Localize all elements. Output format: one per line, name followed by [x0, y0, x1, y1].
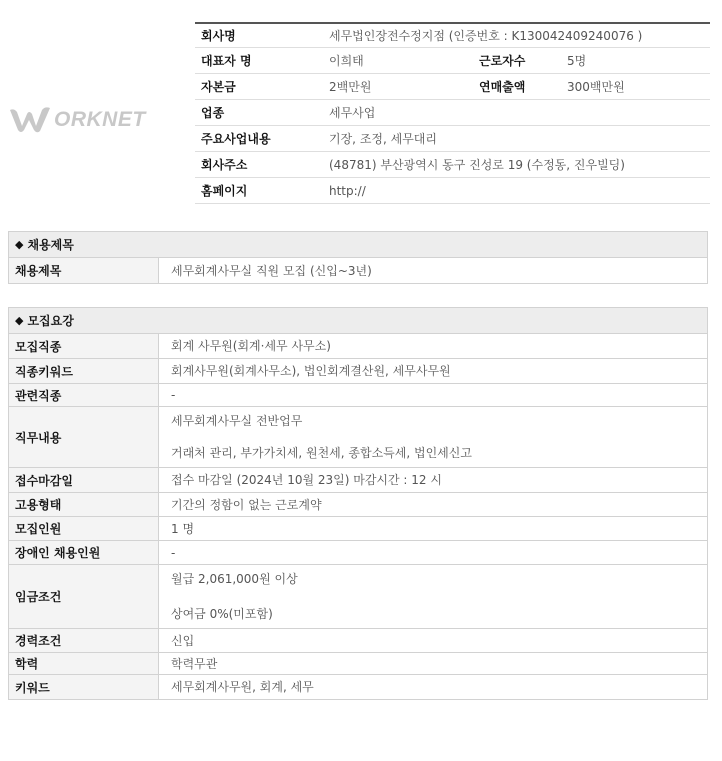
company-value: 세무사업: [329, 106, 376, 120]
row-label: 채용제목: [9, 258, 159, 283]
row-value-text: 월급 2,061,000원 이상: [171, 572, 298, 586]
company-row-homepage: [195, 178, 710, 204]
row-value: [159, 565, 707, 628]
table-row: [9, 407, 707, 468]
company-label: 홈페이지: [201, 184, 248, 198]
row-label: 관련직종: [9, 384, 159, 406]
table-row: [9, 675, 707, 699]
row-value: [159, 258, 707, 283]
company-value: (48781) 부산광역시 동구 진성로 19 (수정동, 진우빌딩): [329, 158, 625, 172]
company-label: 주요사업내용: [201, 132, 271, 146]
company-row-ceo: [195, 48, 710, 74]
table-row: [9, 258, 707, 283]
table-row: [9, 541, 707, 565]
company-label: 회사명: [201, 29, 236, 43]
row-value-text: 세무회계사무원, 회계, 세무: [171, 680, 314, 694]
row-value-text: 회계 사무원(회계·세무 사무소): [171, 339, 331, 353]
company-row-industry: [195, 100, 710, 126]
table-row: [9, 468, 707, 493]
company-label: 회사주소: [201, 158, 248, 172]
company-value: 5명: [567, 54, 587, 68]
section-heading: [9, 308, 707, 334]
company-row-name: [195, 22, 710, 48]
company-value: 이희태: [329, 54, 364, 68]
diamond-icon: ◆: [15, 314, 24, 327]
row-value: [159, 384, 707, 406]
row-value-text: 접수 마감일 (2024년 10월 23일) 마감시간 : 12 시: [171, 473, 442, 487]
company-row-address: [195, 152, 710, 178]
company-label: 자본금: [201, 80, 236, 94]
section-heading-text: 채용제목: [27, 238, 74, 252]
worknet-logo-text: ORKNET: [54, 108, 146, 131]
worknet-logo: [8, 100, 168, 140]
company-row-capital: [195, 74, 710, 100]
row-value: [159, 629, 707, 652]
row-label: 고용형태: [9, 493, 159, 516]
row-label: 경력조건: [9, 629, 159, 652]
company-label: 대표자 명: [201, 54, 252, 68]
row-value-text: 거래처 관리, 부가가치세, 원천세, 종합소득세, 법인세신고: [171, 446, 472, 460]
section-heading: [9, 232, 707, 258]
row-value: [159, 493, 707, 516]
row-label: 학력: [9, 653, 159, 674]
row-value-text: 신입: [171, 633, 195, 648]
row-value: [159, 334, 707, 358]
table-row: [9, 493, 707, 517]
row-label: 접수마감일: [9, 468, 159, 492]
job-title-section: [8, 231, 708, 284]
company-row-business: [195, 126, 710, 152]
table-row: [9, 629, 707, 653]
diamond-icon: ◆: [15, 238, 24, 251]
section-heading-text: 모집요강: [27, 314, 74, 328]
row-value-text: 회계사무원(회계사무소), 법인회계결산원, 세무사무원: [171, 364, 451, 378]
row-value-text: -: [171, 545, 176, 560]
company-label: 근로자수: [479, 54, 526, 68]
row-value-text: -: [171, 388, 176, 402]
row-value: [159, 675, 707, 699]
worknet-w-mark: [8, 104, 54, 134]
row-value-text: 세무회계사무실 전반업무: [171, 414, 303, 428]
table-row: [9, 384, 707, 407]
company-info-table: [195, 22, 710, 204]
table-row: [9, 565, 707, 629]
row-value: [159, 653, 707, 674]
company-value: 기장, 조정, 세무대리: [329, 132, 437, 146]
row-label: 모집직종: [9, 334, 159, 358]
recruitment-section: [8, 307, 708, 700]
table-row: [9, 334, 707, 359]
row-value-text: 기간의 정함이 없는 근로계약: [171, 497, 322, 512]
table-row: [9, 359, 707, 384]
row-value-text: 상여금 0%(미포함): [171, 607, 273, 621]
row-label: 임금조건: [9, 565, 159, 628]
row-label: 직종키워드: [9, 359, 159, 383]
table-row: [9, 653, 707, 675]
row-label: 직무내용: [9, 407, 159, 467]
row-label: 모집인원: [9, 517, 159, 540]
company-value: 2백만원: [329, 80, 372, 94]
row-value-text: 세무회계사무실 직원 모집 (신입~3년): [171, 263, 372, 278]
company-label: 연매출액: [479, 80, 526, 94]
row-value: [159, 517, 707, 540]
row-value-text: 1 명: [171, 521, 195, 536]
table-row: [9, 517, 707, 541]
row-label: 장애인 채용인원: [9, 541, 159, 564]
company-value: 세무법인장전수정지점 (인증번호 : K130042409240076 ): [329, 29, 643, 43]
row-label: 키워드: [9, 675, 159, 699]
row-value: [159, 359, 707, 383]
row-value: [159, 468, 707, 492]
company-value: 300백만원: [567, 80, 625, 94]
row-value-text: 학력무관: [171, 656, 218, 671]
homepage-link[interactable]: http://: [329, 183, 366, 198]
company-label: 업종: [201, 106, 225, 120]
row-value: [159, 541, 707, 564]
row-value: [159, 407, 707, 467]
